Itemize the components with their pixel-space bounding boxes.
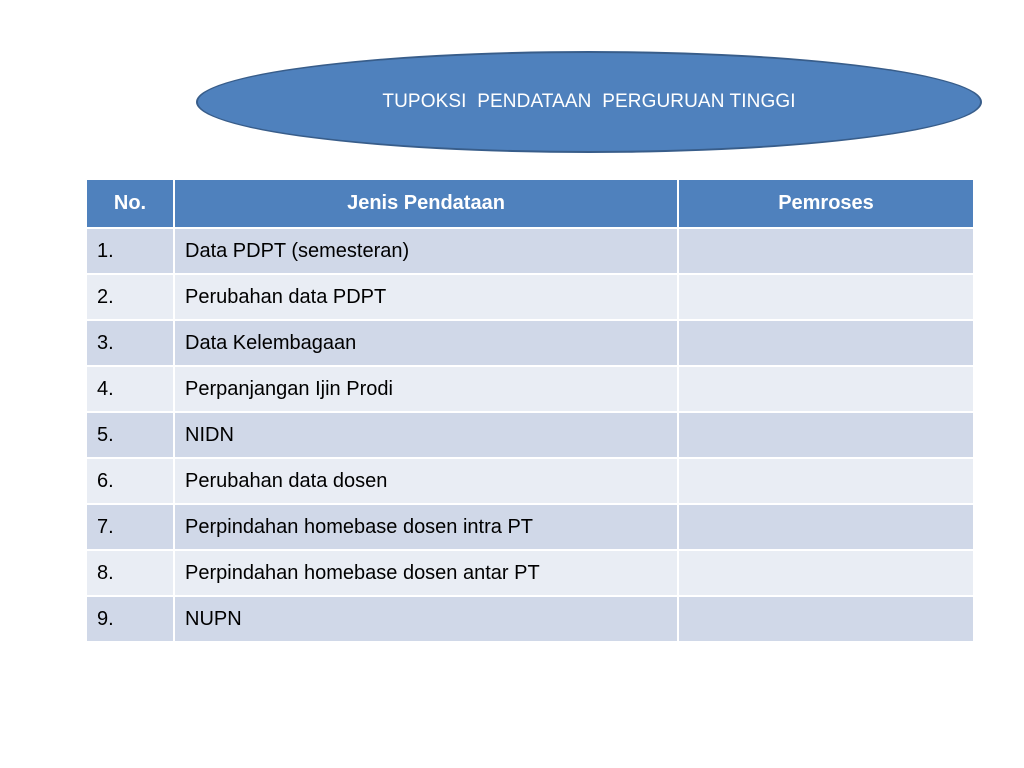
table-row — [86, 596, 974, 642]
table-row — [86, 504, 974, 550]
pendataan-table — [85, 178, 975, 643]
header-jenis-pendataan: Jenis Pendataan — [174, 179, 678, 228]
cell-pemroses — [678, 550, 974, 596]
cell-no: 4. — [86, 366, 174, 412]
table-row — [86, 458, 974, 504]
slide-title: TUPOKSI PENDATAAN PERGURUAN TINGGI — [382, 91, 796, 112]
cell-no: 1. — [86, 228, 174, 274]
cell-jenis: NIDN — [174, 412, 678, 458]
cell-jenis: Data Kelembagaan — [174, 320, 678, 366]
cell-pemroses — [678, 412, 974, 458]
cell-no: 2. — [86, 274, 174, 320]
cell-no: 9. — [86, 596, 174, 642]
cell-jenis: Perpanjangan Ijin Prodi — [174, 366, 678, 412]
cell-no: 8. — [86, 550, 174, 596]
cell-pemroses — [678, 504, 974, 550]
cell-no: 5. — [86, 412, 174, 458]
cell-jenis: Perpindahan homebase dosen antar PT — [174, 550, 678, 596]
cell-no: 3. — [86, 320, 174, 366]
cell-pemroses — [678, 228, 974, 274]
title-ellipse — [196, 51, 982, 153]
cell-pemroses — [678, 366, 974, 412]
cell-no: 6. — [86, 458, 174, 504]
table-header-row — [86, 179, 974, 228]
table-row — [86, 550, 974, 596]
table-row — [86, 274, 974, 320]
cell-pemroses — [678, 274, 974, 320]
table-row — [86, 412, 974, 458]
table-row — [86, 320, 974, 366]
cell-pemroses — [678, 458, 974, 504]
header-pemroses: Pemroses — [678, 179, 974, 228]
cell-pemroses — [678, 320, 974, 366]
cell-jenis: Perubahan data dosen — [174, 458, 678, 504]
cell-jenis: NUPN — [174, 596, 678, 642]
table-row — [86, 366, 974, 412]
cell-no: 7. — [86, 504, 174, 550]
header-no: No. — [86, 179, 174, 228]
table-row — [86, 228, 974, 274]
cell-pemroses — [678, 596, 974, 642]
cell-jenis: Data PDPT (semesteran) — [174, 228, 678, 274]
cell-jenis: Perubahan data PDPT — [174, 274, 678, 320]
cell-jenis: Perpindahan homebase dosen intra PT — [174, 504, 678, 550]
